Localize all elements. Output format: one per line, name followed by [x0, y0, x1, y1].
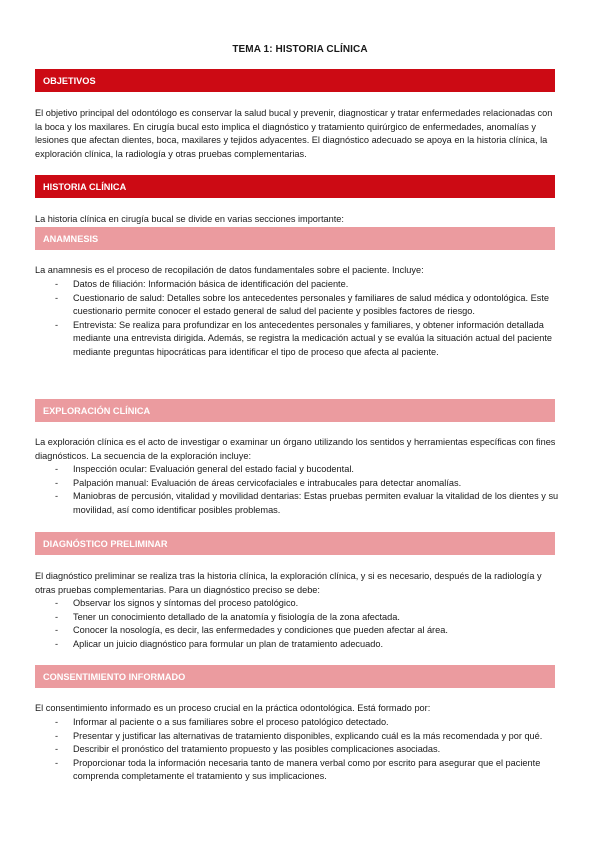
diagnostico-list	[35, 597, 560, 651]
section-header-objetivos: OBJETIVOS	[35, 69, 555, 92]
bullet-dash: -	[55, 292, 59, 303]
list-item	[35, 463, 560, 477]
bullet-dash: -	[55, 730, 59, 741]
list-item-text: Describir el pronóstico del tratamiento propuesto y las posibles complicaciones asociadas.	[73, 744, 441, 755]
consentimiento-list	[35, 716, 560, 784]
historia-intro: La historia clínica en cirugía bucal se divide en varias secciones importante:	[35, 214, 344, 224]
list-item-text: Maniobras de percusión, vitalidad y movilidad dentarias: Estas pruebas permiten evaluar la vitalidad de los dientes y su movilidad, así como identificar posibles problemas.	[73, 491, 559, 515]
bullet-dash: -	[55, 638, 59, 649]
subsection-header-anamnesis: ANAMNESIS	[35, 227, 555, 250]
bullet-dash: -	[55, 717, 59, 727]
exploracion-intro: La exploración clínica es el acto de investigar o examinar un órgano utilizando los sentidos y herramientas específicas con fines diagnósticos. La secuencia de la exploración incluye:	[35, 437, 556, 461]
objetivos-paragraph: El objetivo principal del odontólogo es conservar la salud bucal y prevenir, diagnosticar y tratar enfermedades relacionadas con la boca y los maxilares. En cirugía bucal esto implica el diagnóstico y tratamiento quirúrgico de enfermedades, anomalías y lesiones que afectan dientes, boca, maxilares y tejidos adyacentes. El diagnóstico adecuado se apoya en la historia clínica, la exploración clínica, la radiología y otras pruebas complementarias.	[35, 108, 553, 159]
list-item-text: Presentar y justificar las alternativas de tratamiento disponibles, explicando cuál es la más recomendada y por qué.	[73, 730, 543, 741]
list-item-text: Aplicar un juicio diagnóstico para formular un plan de tratamiento adecuado.	[73, 638, 384, 649]
bullet-dash: -	[55, 464, 59, 474]
bullet-dash: -	[55, 598, 59, 608]
list-item	[35, 730, 560, 744]
list-item	[35, 743, 560, 757]
subsection-header-diagnostico-preliminar: DIAGNÓSTICO PRELIMINAR	[35, 532, 555, 555]
list-item-text: Observar los signos y síntomas del proceso patológico.	[73, 598, 299, 608]
bullet-dash: -	[55, 491, 59, 502]
diagnostico-intro: El diagnóstico preliminar se realiza tras la historia clínica, la exploración clínica, y si es necesario, después de la radiología y otras pruebas complementarias. Para un diagnóstico preciso se debe:	[35, 571, 542, 595]
bullet-dash: -	[55, 744, 59, 755]
list-item-text: Tener un conocimiento detallado de la anatomía y fisiología de la zona afectada.	[73, 611, 400, 622]
list-item-text: Informar al paciente o a sus familiares sobre el proceso patológico detectado.	[73, 717, 389, 727]
bullet-dash: -	[55, 757, 59, 768]
section-header-historia-clinica: HISTORIA CLÍNICA	[35, 175, 555, 198]
list-item	[35, 624, 560, 638]
exploracion-list	[35, 463, 560, 517]
bullet-dash: -	[55, 611, 59, 622]
list-item	[35, 319, 560, 360]
list-item	[35, 278, 560, 292]
bullet-dash: -	[55, 319, 59, 330]
bullet-dash: -	[55, 477, 59, 488]
document-title: TEMA 1: HISTORIA CLÍNICA	[232, 44, 368, 55]
list-item	[35, 477, 560, 491]
list-item	[35, 638, 560, 652]
list-item-text: Entrevista: Se realiza para profundizar en los antecedentes personales y familiares, y obtener información detallada mediante una entrevista dirigida. Además, se registra la medicación actual y se evalúa la situación actual del paciente mediante preguntas hipocráticas para identificar el tipo de proceso que afecta al paciente.	[73, 319, 553, 357]
list-item-text: Inspección ocular: Evaluación general del estado facial y bucodental.	[73, 464, 354, 474]
bullet-dash: -	[55, 625, 59, 636]
bullet-dash: -	[55, 279, 59, 289]
anamnesis-intro: La anamnesis es el proceso de recopilación de datos fundamentales sobre el paciente. Incluye:	[35, 265, 424, 275]
list-item	[35, 292, 560, 319]
list-item	[35, 490, 560, 517]
list-item	[35, 611, 560, 625]
list-item-text: Conocer la nosología, es decir, las enfermedades y condiciones que pueden afectar al área.	[73, 625, 448, 636]
list-item-text: Cuestionario de salud: Detalles sobre los antecedentes personales y familiares de salud médica y odontológica. Este cuestionario permite conocer el estado general de salud del paciente y posibles factores de riesgo.	[73, 292, 549, 317]
list-item-text: Palpación manual: Evaluación de áreas cervicofaciales e intrabucales para detectar anomalías.	[73, 477, 462, 488]
subsection-header-consentimiento-informado: CONSENTIMIENTO INFORMADO	[35, 665, 555, 688]
list-item-text: Proporcionar toda la información necesaria tanto de manera verbal como por escrito para asegurar que el paciente comprenda completamente el tratamiento y sus implicaciones.	[73, 757, 541, 782]
anamnesis-list	[35, 278, 560, 360]
list-item	[35, 597, 560, 611]
consentimiento-intro: El consentimiento informado es un proceso crucial en la práctica odontológica. Está formado por:	[35, 703, 431, 713]
subsection-header-exploracion-clinica: EXPLORACIÓN CLÍNICA	[35, 399, 555, 422]
list-item-text: Datos de filiación: Información básica de identificación del paciente.	[73, 279, 349, 289]
list-item	[35, 716, 560, 730]
list-item	[35, 757, 560, 784]
